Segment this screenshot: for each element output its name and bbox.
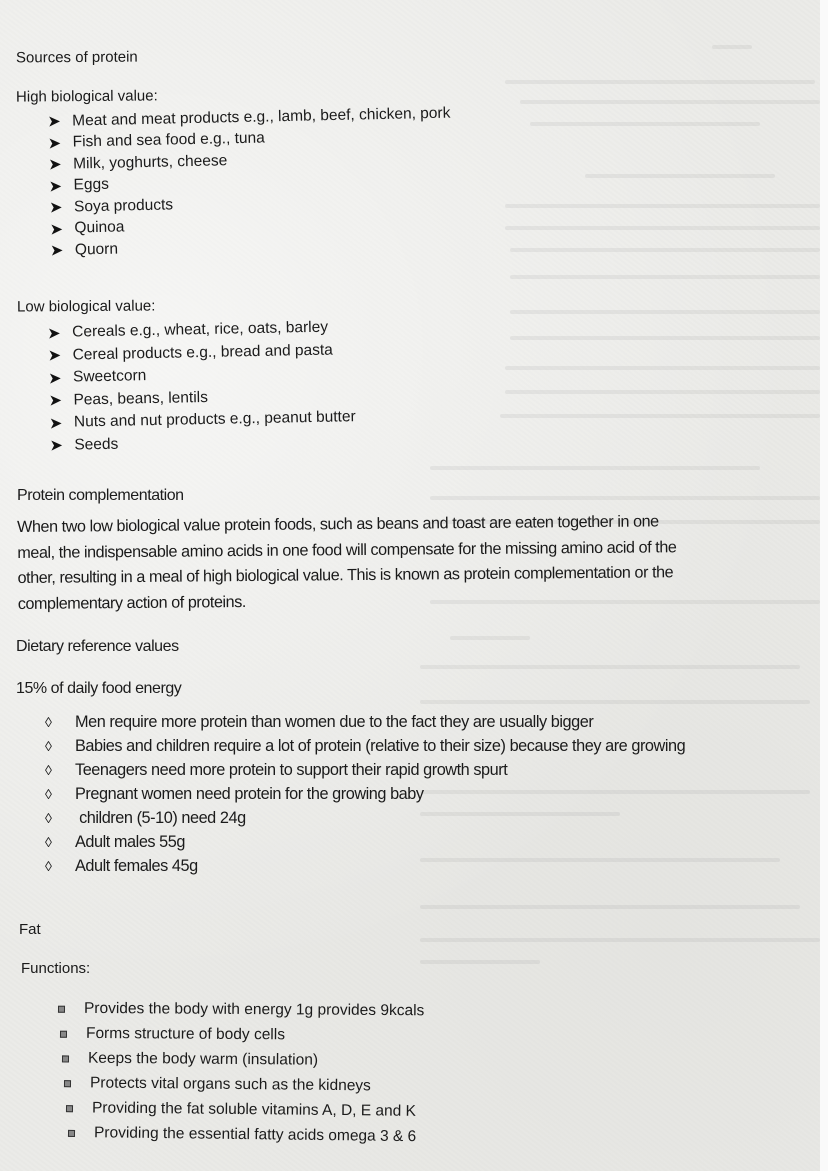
drv-subtitle: 15% of daily food energy (16, 680, 182, 697)
list-item: ◊ Men require more protein than women due to the fact they are usually bigger (45, 712, 594, 731)
arrow-bullet-icon: ➤ (48, 347, 61, 364)
section-title-complementation: Protein complementation (17, 487, 184, 504)
arrow-bullet-icon: ➤ (48, 324, 61, 341)
arrow-bullet-icon: ➤ (49, 177, 62, 194)
diamond-bullet-icon: ◊ (45, 786, 52, 802)
square-bullet-icon (64, 1074, 90, 1092)
square-bullet-icon (58, 999, 84, 1017)
arrow-bullet-icon: ➤ (48, 369, 61, 386)
list-item: ➤ Quorn (50, 240, 119, 259)
arrow-bullet-icon: ➤ (49, 392, 62, 409)
square-bullet-icon (62, 1049, 88, 1067)
section-title-fat: Fat (19, 921, 41, 938)
diamond-bullet-icon: ◊ (45, 858, 52, 874)
list-item: ◊ children (5-10) need 24g (45, 808, 246, 827)
paragraph-line: When two low biological value protein foods, such as beans and toast are eaten together in one (17, 512, 659, 536)
high-bv-list (48, 103, 453, 262)
list-item: ➤ Quinoa (50, 218, 125, 237)
low-bv-label: Low biological value: (16, 297, 156, 316)
high-bv-label: High biological value: (15, 87, 158, 106)
fat-functions-list (58, 997, 424, 1147)
section-title-protein-sources: Sources of protein (15, 48, 138, 67)
square-bullet-icon (66, 1099, 92, 1117)
low-bv-list (48, 316, 356, 457)
list-item: ➤ Sweetcorn (48, 367, 147, 386)
page-edge (820, 0, 828, 1171)
list-item: ◊ Adult males 55g (45, 832, 186, 851)
list-item: ➤ Eggs (49, 175, 110, 194)
list-item: Keeps the body warm (insulation) (58, 1045, 425, 1073)
list-item: ◊ Pregnant women need protein for the growing baby (45, 784, 424, 803)
list-item: ➤ Soya products (49, 196, 174, 216)
diamond-bullet-icon: ◊ (45, 762, 52, 778)
diamond-bullet-icon: ◊ (45, 714, 52, 730)
list-item: ➤ Nuts and nut products e.g., peanut butter (49, 408, 356, 431)
paragraph-line: other, resulting in a meal of high biological value. This is known as protein complementation or the (17, 563, 674, 587)
section-title-drv: Dietary reference values (16, 638, 179, 655)
list-item: ➤ Peas, beans, lentils (49, 388, 209, 409)
list-item: ➤ Cereal products e.g., bread and pasta (48, 341, 333, 364)
paragraph-line: meal, the indispensable amino acids in one food will compensate for the missing amino acid of the (17, 537, 677, 562)
list-item: Protects vital organs such as the kidneys (58, 1070, 425, 1099)
list-item: Provides the body with energy 1g provides 9kcals (58, 996, 424, 1024)
arrow-bullet-icon: ➤ (48, 113, 61, 130)
arrow-bullet-icon: ➤ (49, 198, 62, 216)
arrow-bullet-icon: ➤ (49, 414, 62, 431)
list-item: ◊ Teenagers need more protein to support their rapid growth spurt (45, 760, 508, 779)
list-item: ➤ Milk, yoghurts, cheese (48, 152, 228, 173)
diamond-bullet-icon: ◊ (45, 738, 52, 754)
arrow-bullet-icon: ➤ (50, 220, 63, 237)
list-item: ➤ Cereals e.g., wheat, rice, oats, barley (48, 318, 329, 341)
list-item: Forms structure of body cells (58, 1021, 424, 1049)
square-bullet-icon (68, 1123, 94, 1141)
square-bullet-icon (60, 1024, 86, 1042)
drv-list (45, 710, 685, 878)
diamond-bullet-icon: ◊ (45, 810, 52, 826)
complementation-paragraph (17, 508, 818, 617)
list-item: ◊ Babies and children require a lot of protein (relative to their size) because they are growing (45, 736, 686, 755)
list-item: ➤ Meat and meat products e.g., lamb, beef, chicken, pork (48, 104, 451, 130)
list-item: ➤ Seeds (50, 435, 119, 454)
paragraph-line: complementary action of proteins. (17, 592, 246, 613)
list-item: ➤ Fish and sea food e.g., tuna (48, 129, 265, 151)
arrow-bullet-icon: ➤ (50, 241, 63, 259)
list-item: Providing the fat soluble vitamins A, D, E and K (58, 1095, 425, 1124)
arrow-bullet-icon: ➤ (50, 437, 63, 454)
arrow-bullet-icon: ➤ (48, 134, 61, 151)
fat-functions-label: Functions: (21, 960, 91, 977)
arrow-bullet-icon: ➤ (48, 155, 62, 173)
diamond-bullet-icon: ◊ (45, 834, 52, 850)
list-item: ◊ Adult females 45g (45, 856, 198, 875)
list-item: Providing the essential fatty acids omega 3 & 6 (58, 1120, 425, 1149)
